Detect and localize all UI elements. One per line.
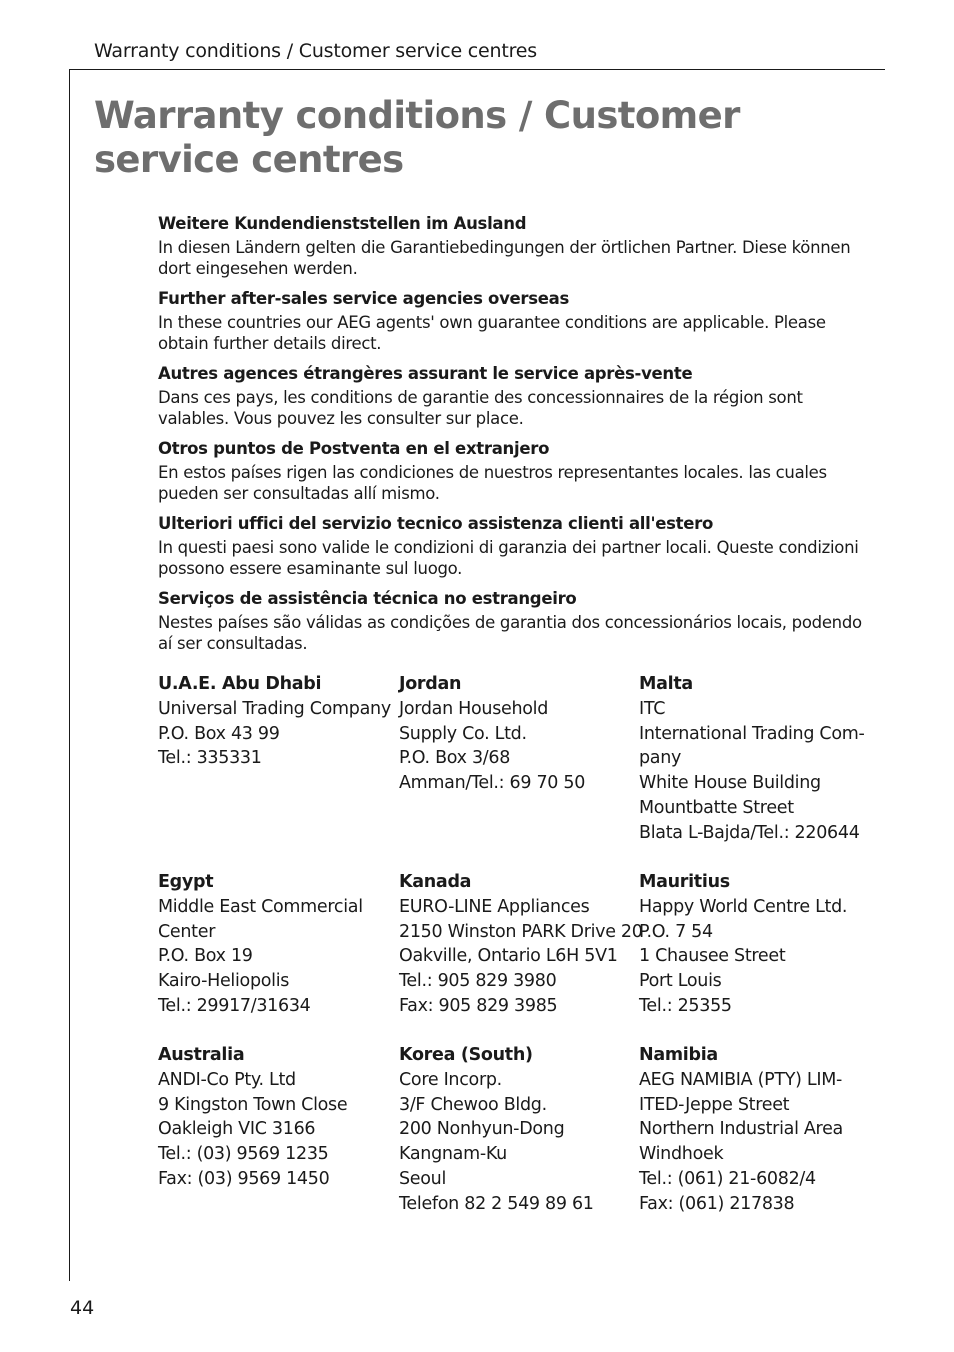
address-line: Oakleigh VIC 3166 [158,1119,316,1140]
phone-line: Tel.: (03) 9569 1235 [158,1144,329,1165]
address-line: Happy World Centre Ltd. [639,896,848,917]
address-line: ITED-Jeppe Street [639,1094,790,1115]
address-line: 200 Nonhyun-Dong [399,1119,565,1140]
address-line: White House Building [639,773,821,794]
address-line: Universal Trading Company [158,698,391,719]
country-name: U.A.E. Abu Dhabi [158,674,322,694]
contact-australia [158,1043,399,1217]
contact-row [158,1043,864,1217]
address-line: Mountbatte Street [639,797,794,818]
section-text: Nestes países são válidas as condições de garantia dos concessionários locais, podendo aí ser consultadas. [158,613,862,653]
contact-kanada [399,870,643,1043]
section-heading: Autres agences étrangères assurant le service après-vente [158,364,693,383]
multilingual-notes [158,213,864,663]
running-header: Warranty conditions / Customer service centres [94,40,537,62]
note-section-pt [158,588,864,654]
country-name: Namibia [639,1045,718,1065]
note-section-it [158,513,864,579]
address-line: Kairo-Heliopolis [158,971,290,992]
address-line: Port Louis [639,971,722,992]
section-text: Dans ces pays, les conditions de garantie des concessionnaires de la région sont valables. Vous pouvez les consulter sur place. [158,388,803,428]
note-section-de [158,213,864,279]
address-line: Jordan Household [399,698,549,719]
address-line: Oakville, Ontario L6H 5V1 [399,946,618,967]
address-line: ITC [639,698,666,719]
phone-line: Tel.: 335331 [158,748,262,769]
section-heading: Serviços de assistência técnica no estrangeiro [158,589,577,608]
phone-line: Tel.: 29917/31634 [158,995,311,1016]
contact-uae [158,672,399,870]
contact-row [158,672,864,870]
address-line: International Trading Com- [639,723,865,744]
address-line: pany [639,748,682,769]
section-text: In questi paesi sono valide le condizioni di garanzia dei partner locali. Queste condizioni possono essere esaminante sul luogo. [158,538,859,578]
fax-line: Fax: (03) 9569 1450 [158,1168,330,1189]
section-heading: Weitere Kundendienststellen im Ausland [158,214,527,233]
phone-line: Blata L-Bajda/Tel.: 220644 [639,822,860,843]
country-name: Malta [639,674,693,694]
country-name: Egypt [158,872,214,892]
phone-line: Tel.: (061) 21-6082/4 [639,1168,816,1189]
note-section-es [158,438,864,504]
address-line: P.O. Box 19 [158,946,253,967]
address-line: Northern Industrial Area [639,1119,843,1140]
service-centre-directory [158,672,864,1217]
address-line: EURO-LINE Appliances [399,896,590,917]
fax-line: Fax: 905 829 3985 [399,995,558,1016]
phone-line: Tel.: 25355 [639,995,732,1016]
phone-line: Amman/Tel.: 69 70 50 [399,773,586,794]
country-name: Kanada [399,872,472,892]
contact-jordan [399,672,639,870]
address-line: P.O. 7 54 [639,921,713,942]
header-rule [69,69,885,70]
note-section-en [158,288,864,354]
section-text: In diesen Ländern gelten die Garantiebedingungen der örtlichen Partner. Diese können dort eingesehen werden. [158,238,851,278]
address-line: P.O. Box 3/68 [399,748,511,769]
note-section-fr [158,363,864,429]
contact-malta [639,672,864,870]
address-line: Kangnam-Ku [399,1144,507,1165]
contact-egypt [158,870,399,1043]
contact-row [158,870,864,1043]
contact-namibia [639,1043,864,1217]
address-line: Middle East Commercial [158,896,363,917]
address-line: 3/F Chewoo Bldg. [399,1094,547,1115]
page-title: Warranty conditions / Customer service centres [94,94,740,181]
address-line: P.O. Box 43 99 [158,723,280,744]
phone-line: Tel.: 905 829 3980 [399,971,557,992]
country-name: Mauritius [639,872,730,892]
address-line: Center [158,921,216,942]
country-name: Australia [158,1045,245,1065]
address-line: ANDI-Co Pty. Ltd [158,1069,296,1090]
page-number: 44 [70,1297,95,1319]
address-line: 1 Chausee Street [639,946,786,967]
margin-rule [69,69,70,1281]
contact-mauritius [639,870,864,1043]
section-heading: Ulteriori uffici del servizio tecnico assistenza clienti all'estero [158,514,713,533]
section-text: In these countries our AEG agents' own guarantee conditions are applicable. Please obtain further details direct. [158,313,826,353]
fax-line: Fax: (061) 217838 [639,1193,795,1214]
country-name: Korea (South) [399,1045,533,1065]
section-heading: Further after-sales service agencies overseas [158,289,570,308]
address-line: Seoul [399,1168,447,1189]
country-name: Jordan [399,674,462,694]
section-text: En estos países rigen las condiciones de nuestros representantes locales. las cuales pueden ser consultadas allí mismo. [158,463,827,503]
phone-line: Telefon 82 2 549 89 61 [399,1193,594,1214]
address-line: Windhoek [639,1144,724,1165]
address-line: Supply Co. Ltd. [399,723,527,744]
address-line: 9 Kingston Town Close [158,1094,348,1115]
address-line: AEG NAMIBIA (PTY) LIM- [639,1069,843,1090]
section-heading: Otros puntos de Postventa en el extranjero [158,439,550,458]
address-line: Core Incorp. [399,1069,502,1090]
contact-korea-south [399,1043,639,1217]
address-line: 2150 Winston PARK Drive 20 [399,921,643,942]
